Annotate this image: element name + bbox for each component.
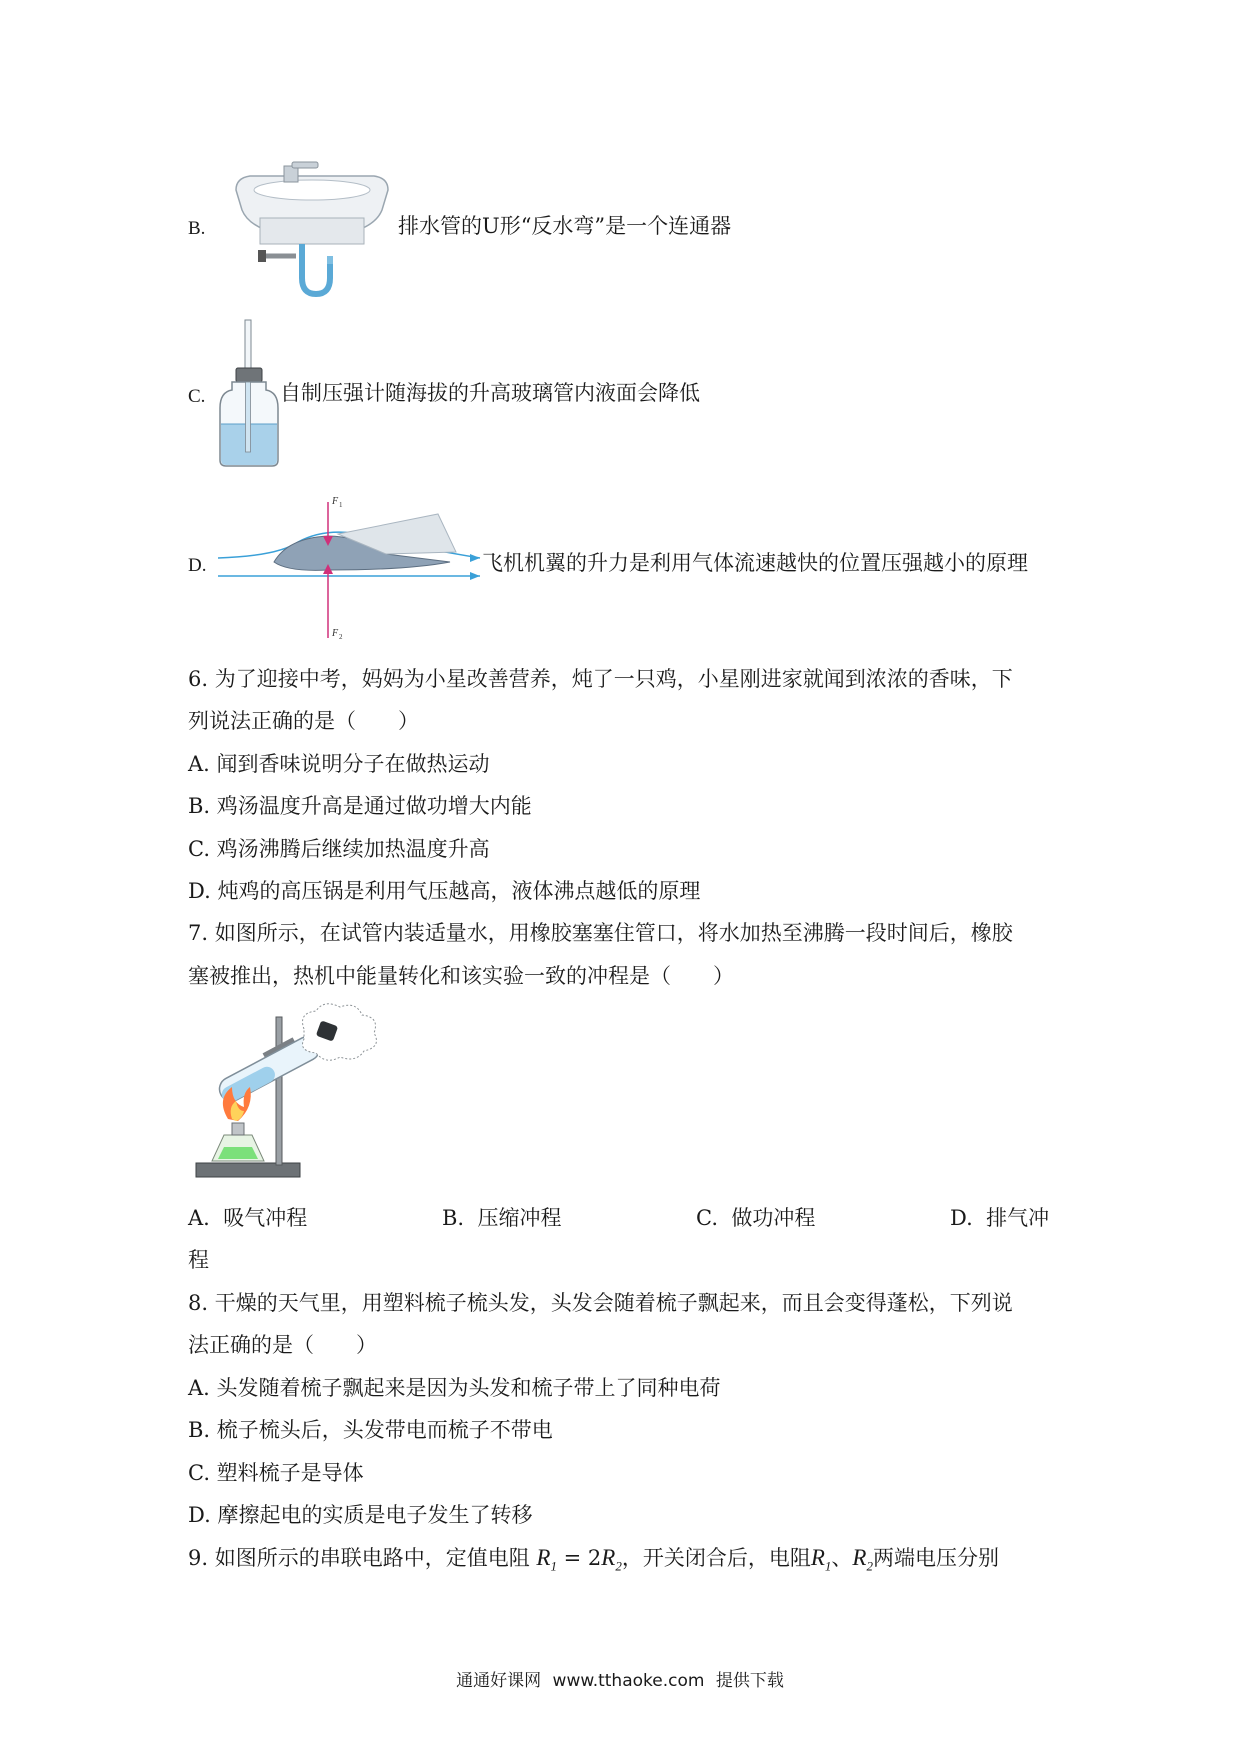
q5-option-b-label: B. — [188, 218, 206, 239]
q6-option-c: C. 鸡汤沸腾后继续加热温度升高 — [188, 837, 490, 861]
q9-stem-part2: ，开关闭合后，电阻 — [621, 1546, 811, 1570]
q7-option-c-text: 做功冲程 — [731, 1206, 816, 1230]
wing-force-f2-label: F — [332, 628, 339, 639]
q7-option-a-label: A. — [188, 1206, 210, 1230]
q5-option-b-text: 排水管的U形“反水弯”是一个连通器 — [398, 214, 732, 238]
wing-force-f1-sub: 1 — [339, 501, 343, 509]
q6-option-b: B. 鸡汤温度升高是通过做功增大内能 — [188, 794, 532, 818]
q5-option-d-label: D. — [188, 555, 207, 576]
airplane-wing-figure — [218, 496, 480, 642]
q7-option-c — [696, 1203, 815, 1233]
q9-math-r1-again: $R_1$ — [810, 1545, 832, 1574]
q8-option-d: D. 摩擦起电的实质是电子发生了转移 — [188, 1503, 533, 1527]
q8-option-c: C. 塑料梳子是导体 — [188, 1461, 364, 1485]
q9-math-r2-again: $R_2$ — [852, 1545, 873, 1574]
q7-option-d-label: D. — [950, 1206, 973, 1230]
q8-stem-line2: 法正确的是（ ） — [188, 1333, 377, 1357]
q5-option-c-text: 自制压强计随海拔的升高玻璃管内液面会降低 — [280, 381, 700, 405]
sink-drain-figure — [232, 160, 392, 300]
q9-stem — [188, 1543, 999, 1582]
q9-math-r2: $R_2$ — [601, 1545, 622, 1574]
test-tube-experiment-figure — [192, 1003, 392, 1189]
q7-option-c-label: C. — [696, 1206, 718, 1230]
q7-option-b-text: 压缩冲程 — [477, 1206, 562, 1230]
footer-url-link[interactable]: www.tthaoke.com — [552, 1671, 705, 1691]
q8-stem-line1: 8. 干燥的天气里，用塑料梳子梳头发，头发会随着梳子飘起来，而且会变得蓬松，下列说 — [188, 1291, 1013, 1315]
q6-option-d: D. 炖鸡的高压锅是利用气压越高，液体沸点越低的原理 — [188, 879, 701, 903]
q7-option-d-text: 排气冲 — [986, 1206, 1050, 1230]
q7-option-d-wrap: 程 — [188, 1248, 209, 1272]
page-footer — [0, 1666, 1240, 1691]
footer-suffix: 提供下载 — [715, 1671, 784, 1691]
q7-option-b-label: B. — [442, 1206, 465, 1230]
q8-option-b: B. 梳子梳头后，头发带电而梳子不带电 — [188, 1418, 553, 1442]
q7-option-d — [950, 1203, 1049, 1233]
wing-force-f2-sub: 2 — [339, 633, 343, 641]
q5-option-d-text: 飞机机翼的升力是利用气体流速越快的位置压强越小的原理 — [482, 551, 1028, 575]
q8-option-a: A. 头发随着梳子飘起来是因为头发和梳子带上了同种电荷 — [188, 1376, 721, 1400]
q9-stem-part1: 9. 如图所示的串联电路中，定值电阻 — [188, 1546, 530, 1570]
q9-math-eq: = 2 — [556, 1546, 602, 1570]
q9-math-r1: $R_1$ — [536, 1545, 557, 1574]
q9-math-sep: 、 — [831, 1546, 853, 1570]
footer-site-name: 通通好课网 — [456, 1671, 542, 1691]
q6-stem-line2: 列说法正确的是（ ） — [188, 709, 419, 733]
q7-option-a-text: 吸气冲程 — [223, 1206, 308, 1230]
q7-option-b — [442, 1203, 561, 1233]
q6-stem-line1: 6. 为了迎接中考，妈妈为小星改善营养，炖了一只鸡，小星刚进家就闻到浓浓的香味，下 — [188, 667, 1013, 691]
q5-option-c-label: C. — [188, 386, 206, 407]
barometer-bottle-figure — [218, 318, 282, 468]
wing-force-f1-label: F — [332, 496, 339, 507]
q9-stem-part3: 两端电压分别 — [872, 1546, 999, 1570]
q7-stem-line1: 7. 如图所示，在试管内装适量水，用橡胶塞塞住管口，将水加热至沸腾一段时间后，橡胶 — [188, 921, 1013, 945]
q6-option-a: A. 闻到香味说明分子在做热运动 — [188, 752, 490, 776]
q7-option-a — [188, 1203, 307, 1233]
q7-stem-line2: 塞被推出，热机中能量转化和该实验一致的冲程是（ ） — [188, 964, 734, 988]
